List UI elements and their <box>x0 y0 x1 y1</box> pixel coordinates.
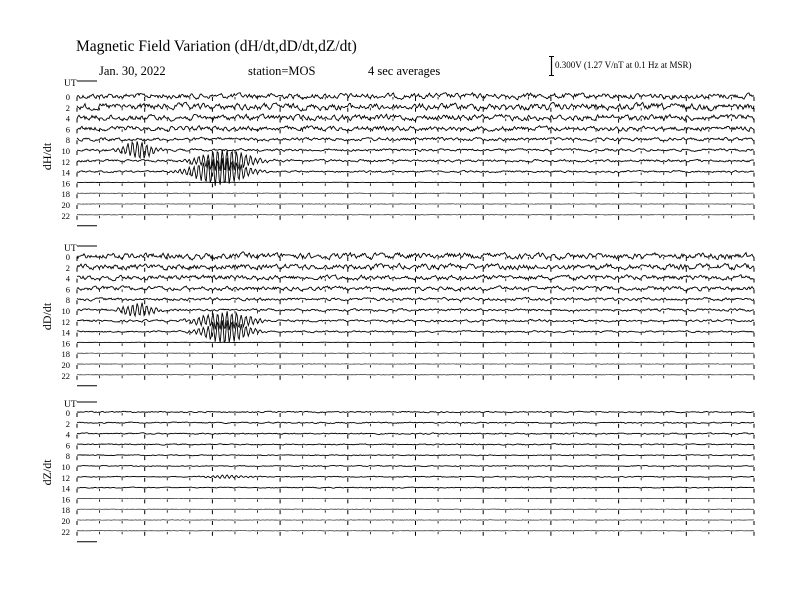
hour-label: 0 <box>65 252 70 262</box>
hour-label: 12 <box>61 156 70 167</box>
trace-line <box>77 444 754 446</box>
trace-line <box>77 455 754 456</box>
hour-label: 22 <box>61 370 70 381</box>
hour-label: 4 <box>65 273 70 284</box>
hour-label: 18 <box>61 189 70 200</box>
hour-label: 4 <box>65 429 70 440</box>
hour-label: 18 <box>61 505 70 516</box>
hour-label: 8 <box>65 295 70 306</box>
panel-ylabel: dD/dt <box>40 302 54 331</box>
ut-label: UT <box>64 79 77 89</box>
hour-label: 14 <box>61 327 70 338</box>
station-label: station=MOS <box>248 64 316 78</box>
hour-label: 8 <box>65 135 70 146</box>
hour-label: 22 <box>61 210 70 221</box>
trace-line <box>77 465 754 466</box>
hour-label: 4 <box>65 113 70 124</box>
hour-label: 6 <box>65 440 70 451</box>
hour-label: 22 <box>61 526 70 537</box>
hour-label: 20 <box>61 516 70 526</box>
trace-line <box>77 114 754 121</box>
ut-label: UT <box>64 244 77 254</box>
panel-ylabel: dZ/dt <box>40 459 54 486</box>
chart-title: Magnetic Field Variation (dH/dt,dD/dt,dZ/dt) <box>76 38 357 55</box>
hour-label: 14 <box>61 483 70 494</box>
averaging-label: 4 sec averages <box>368 64 441 78</box>
hour-label: 14 <box>61 167 70 178</box>
hour-label: 8 <box>65 451 70 462</box>
hour-label: 2 <box>65 418 70 429</box>
hour-label: 2 <box>65 102 70 113</box>
hour-label: 6 <box>65 284 70 295</box>
hour-label: 12 <box>61 472 70 483</box>
trace-line <box>77 433 754 435</box>
hour-label: 20 <box>61 200 70 210</box>
trace-line <box>77 411 754 413</box>
hour-label: 0 <box>65 408 70 418</box>
hour-label: 6 <box>65 124 70 135</box>
hour-label: 20 <box>61 360 70 370</box>
hour-label: 2 <box>65 262 70 273</box>
hour-label: 18 <box>61 349 70 360</box>
ut-label: UT <box>64 400 77 410</box>
trace-line <box>77 422 754 424</box>
hour-label: 10 <box>61 146 70 156</box>
date-label: Jan. 30, 2022 <box>99 64 166 78</box>
scale-label: 0.300V (1.27 V/nT at 0.1 Hz at MSR) <box>555 60 692 70</box>
hour-label: 16 <box>61 338 70 349</box>
hour-label: 10 <box>61 306 70 316</box>
hour-label: 12 <box>61 316 70 327</box>
hour-label: 10 <box>61 462 70 472</box>
trace-line <box>77 487 754 488</box>
hour-label: 0 <box>65 92 70 102</box>
hour-label: 16 <box>61 178 70 189</box>
hour-label: 16 <box>61 494 70 505</box>
panel-ylabel: dH/dt <box>40 142 54 171</box>
